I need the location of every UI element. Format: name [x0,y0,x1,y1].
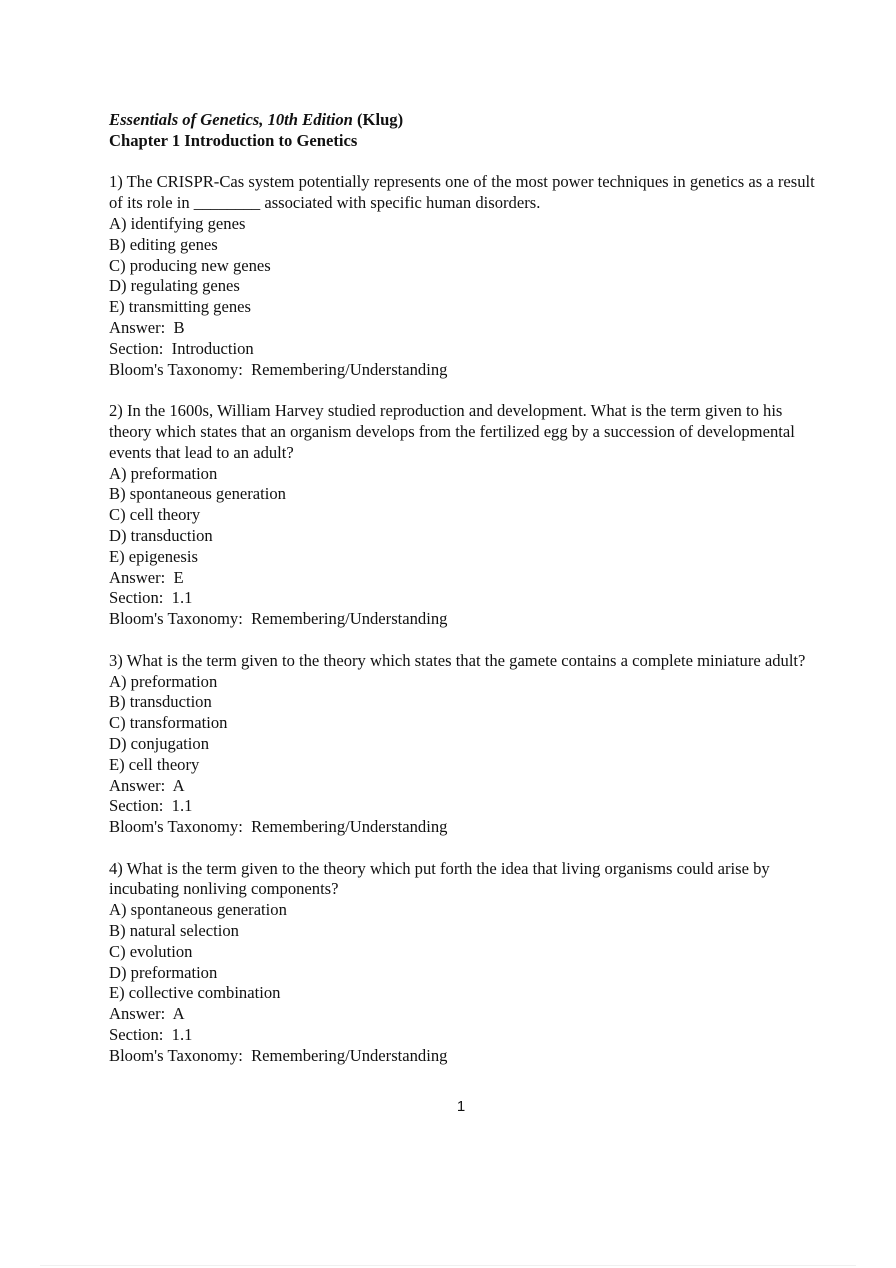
blooms-taxonomy: Bloom's Taxonomy: Remembering/Understanding [109,609,448,629]
option-b: B) natural selection [109,921,239,941]
option-c: C) cell theory [109,505,201,525]
option-d: D) conjugation [109,733,210,753]
answer: Answer: E [109,567,184,587]
page-bottom-divider [40,1265,856,1266]
option-e: E) cell theory [109,754,200,774]
option-c: C) evolution [109,941,193,961]
section: Section: Introduction [109,338,254,358]
answer: Answer: B [109,317,185,337]
option-a: A) preformation [109,463,218,483]
option-a: A) spontaneous generation [109,900,287,920]
question-2 [109,401,819,630]
option-a: A) preformation [109,671,218,691]
option-c: C) transformation [109,713,228,733]
question-stem: 2) In the 1600s, William Harvey studied reproduction and development. What is the term given to his theory which states that an organism develops from the fertilized egg by a succession of developmental events that lead to an adult? [109,401,799,462]
question-4 [109,859,819,1067]
question-3 [109,651,819,838]
book-author: (Klug) [352,110,404,129]
option-b: B) editing genes [109,234,218,254]
blooms-taxonomy: Bloom's Taxonomy: Remembering/Understanding [109,817,448,837]
option-d: D) regulating genes [109,276,240,296]
option-d: D) preformation [109,962,218,982]
answer: Answer: A [109,1004,185,1024]
section: Section: 1.1 [109,588,193,608]
blooms-taxonomy: Bloom's Taxonomy: Remembering/Understanding [109,359,448,379]
option-d: D) transduction [109,525,213,545]
section: Section: 1.1 [109,1025,193,1045]
page-number: 1 [456,1098,466,1115]
option-e: E) transmitting genes [109,297,251,317]
option-c: C) producing new genes [109,255,271,275]
book-title [109,110,819,131]
option-e: E) epigenesis [109,546,198,566]
option-e: E) collective combination [109,983,281,1003]
book-title-italic: Essentials of Genetics, 10th Edition [109,110,353,129]
chapter-title: Chapter 1 Introduction to Genetics [109,130,358,150]
page-content [109,110,819,1087]
question-stem: 4) What is the term given to the theory which put forth the idea that living organisms could arise by incubating nonliving components? [109,858,774,899]
option-b: B) spontaneous generation [109,484,286,504]
question-stem: 3) What is the term given to the theory which states that the gamete contains a complete miniature adult? [109,650,806,670]
answer: Answer: A [109,775,185,795]
option-b: B) transduction [109,692,212,712]
question-1 [109,172,819,380]
blooms-taxonomy: Bloom's Taxonomy: Remembering/Understanding [109,1045,448,1065]
option-a: A) identifying genes [109,213,246,233]
question-stem: 1) The CRISPR-Cas system potentially represents one of the most power techniques in genetics as a result of its role in ________ associated with specific human disorders. [109,172,819,213]
section: Section: 1.1 [109,796,193,816]
